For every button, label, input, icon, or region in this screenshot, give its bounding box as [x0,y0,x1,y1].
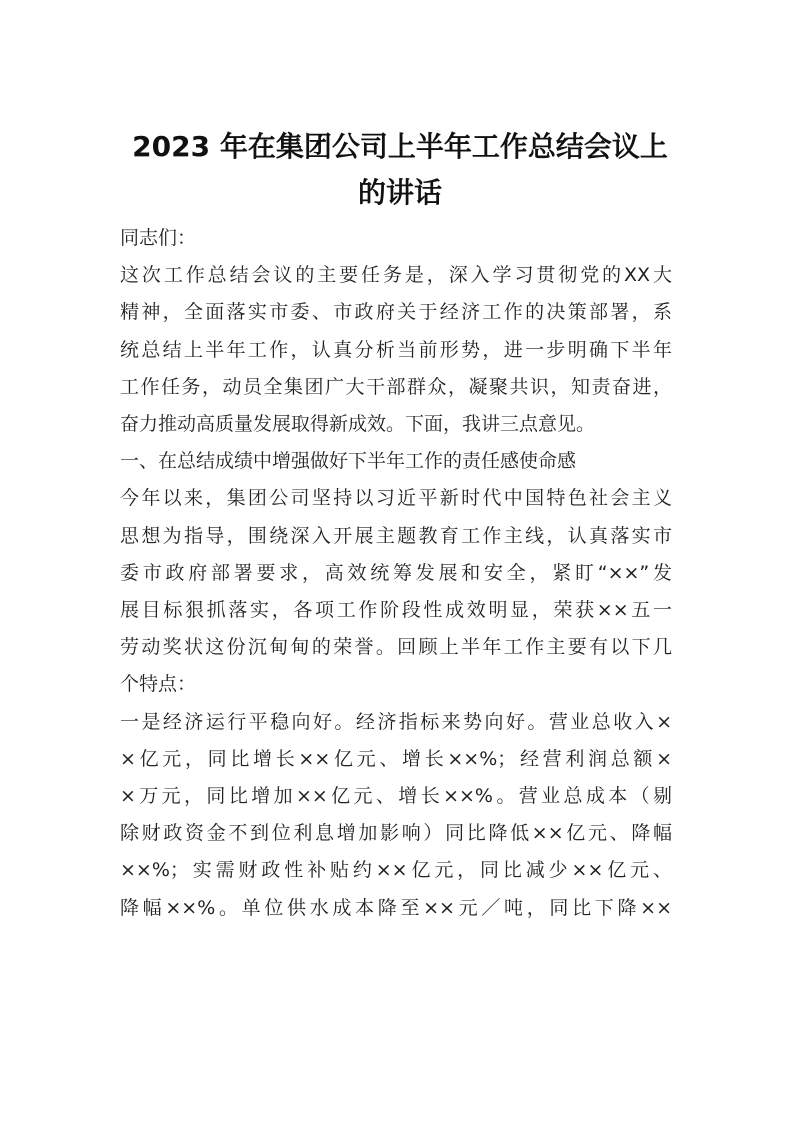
body-text-line: 个特点： [120,673,197,696]
body-text-line: 委市政府部署要求，高效统筹发展和安全，紧盯“××”发 [120,561,672,584]
body-text-line: 统总结上半年工作，认真分析当前形势，进一步明确下半年 [120,338,672,361]
body-text-line: 今年以来，集团公司坚持以习近平新时代中国特色社会主义 [120,487,672,510]
body-text-line: ×万元，同比增加××亿元、增长××%。营业总成本（剔 [120,785,672,807]
body-text-line: 这次工作总结会议的主要任务是，深入学习贯彻党的XX大 [120,264,672,287]
body-text-line: 降幅××%。单位供水成本降至××元／吨，同比下降×× [120,896,672,919]
document-title-line-1: 2023 年在集团公司上半年工作总结会议上 [132,130,668,163]
body-text-line: 工作任务，动员全集团广大干部群众，凝聚共识，知责奋进， [120,375,672,398]
body-text-line: ×亿元，同比增长××亿元、增长××%；经营利润总额× [120,747,672,770]
body-text-line: 除财政资金不到位利息增加影响）同比降低××亿元、降幅 [120,822,672,845]
body-text-line: 一是经济运行平稳向好。经济指标来势向好。营业总收入× [120,710,672,733]
body-text-line: 奋力推动高质量发展取得新成效。下面，我讲三点意见。 [120,413,596,435]
body-text-line: 劳动奖状这份沉甸甸的荣誉。回顾上半年工作主要有以下几 [120,636,672,659]
body-text-line: 同志们： [120,227,197,249]
body-text-line: 展目标狠抓落实，各项工作阶段性成效明显，荣获××五一 [120,599,672,621]
body-text-line: ××%；实需财政性补贴约××亿元，同比减少××亿元、 [120,859,672,882]
document-title-line-2: 的讲话 [357,176,442,209]
body-text-line: 一、在总结成绩中增强做好下半年工作的责任感使命感 [120,450,577,473]
body-text-line: 精神，全面落实市委、市政府关于经济工作的决策部署，系 [120,301,672,324]
body-text-line: 思想为指导，围绕深入开展主题教育工作主线，认真落实市 [120,524,672,547]
